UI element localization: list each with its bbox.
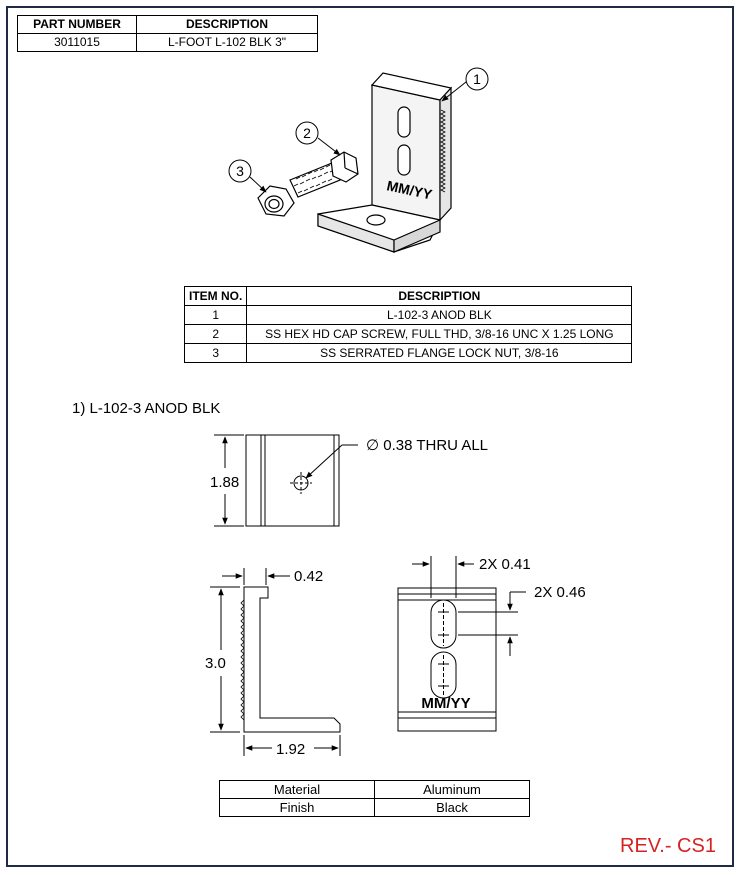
bolt-part <box>290 152 358 197</box>
dim-base-length: 1.92 <box>276 741 306 758</box>
item-number: 1 <box>185 306 247 325</box>
balloon-3 <box>229 160 266 192</box>
part-number-header: PART NUMBER <box>18 16 137 34</box>
table-row <box>220 799 530 817</box>
material-label: Material <box>220 781 375 799</box>
item-number: 3 <box>185 344 247 363</box>
balloon-label: 1 <box>473 71 481 87</box>
revision-label: REV.- CS1 <box>620 835 716 857</box>
part-description-value: L-FOOT L-102 BLK 3" <box>137 34 318 52</box>
isometric-assembly <box>258 73 451 252</box>
item-description: L-102-3 ANOD BLK <box>247 306 632 325</box>
description-header: DESCRIPTION <box>137 16 318 34</box>
side-view <box>210 568 340 756</box>
balloon-label: 3 <box>236 163 244 179</box>
finish-value: Black <box>375 799 530 817</box>
item-description: SS HEX HD CAP SCREW, FULL THD, 3/8-16 UNC X 1.25 LONG <box>247 325 632 344</box>
dim-slot-width: 2X 0.41 <box>479 556 531 573</box>
nut-part <box>258 186 294 216</box>
dim-slot-spacing: 2X 0.46 <box>534 584 586 601</box>
dim-height-side: 3.0 <box>205 655 226 672</box>
finish-label: Finish <box>220 799 375 817</box>
table-row <box>220 781 530 799</box>
material-value: Aluminum <box>375 781 530 799</box>
balloon-2 <box>296 122 340 155</box>
part-number-value: 3011015 <box>18 34 137 52</box>
item-number: 2 <box>185 325 247 344</box>
hole-callout: ∅ 0.38 THRU ALL <box>366 437 489 454</box>
item-description-header: DESCRIPTION <box>247 287 632 306</box>
back-view-stamp: MM/YY <box>421 695 471 712</box>
item-description: SS SERRATED FLANGE LOCK NUT, 3/8-16 <box>247 344 632 363</box>
material-table <box>219 780 530 817</box>
section-title: 1) L-102-3 ANOD BLK <box>72 400 221 417</box>
dim-height-front: 1.88 <box>210 474 240 491</box>
bracket-stamp: MM/YY <box>385 177 434 203</box>
balloon-label: 2 <box>303 125 311 141</box>
item-no-header: ITEM NO. <box>185 287 247 306</box>
balloon-1 <box>442 68 488 101</box>
dim-thickness: 0.42 <box>294 568 324 585</box>
